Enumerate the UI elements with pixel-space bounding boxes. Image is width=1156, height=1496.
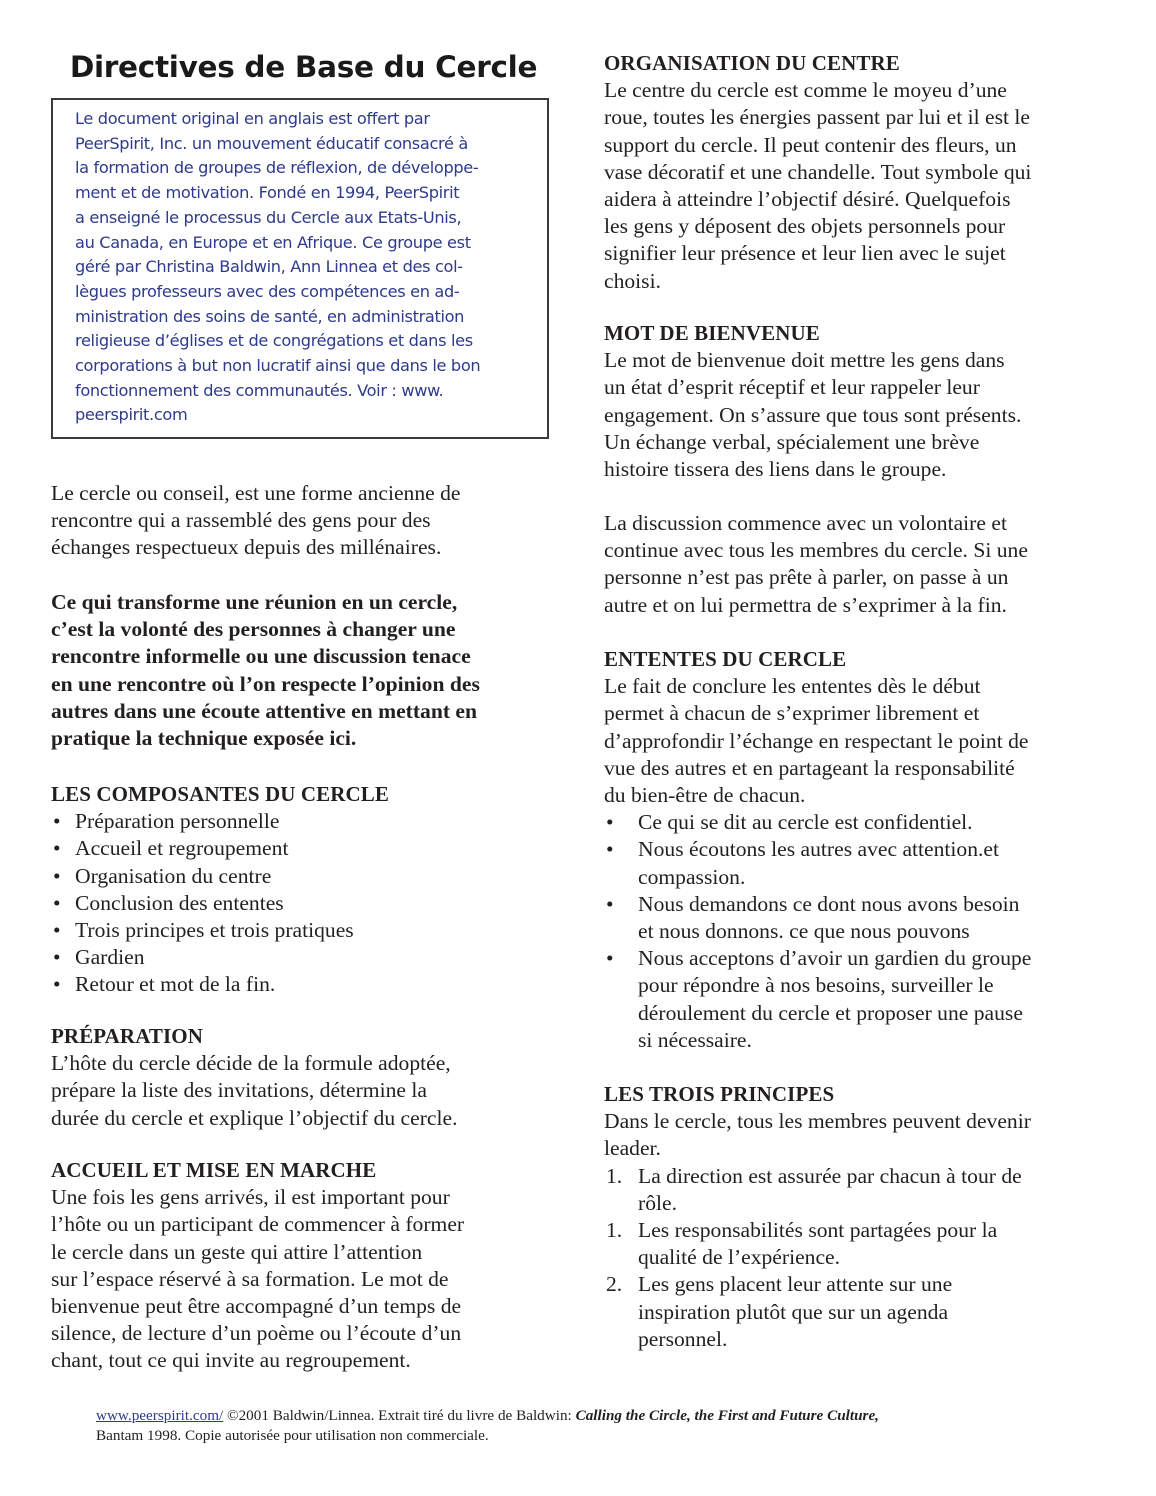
footer-credits: [96, 1406, 1076, 1446]
paragraph-line: Dans le cercle, tous les membres peuvent devenir: [604, 1109, 1031, 1134]
intro-line: Le cercle ou conseil, est une forme ancienne de: [51, 481, 461, 505]
bullet-icon: •: [53, 836, 61, 861]
info-line: ment et de motivation. Fondé en 1994, PeerSpirit: [75, 183, 460, 203]
discussion-paragraph: [604, 510, 1028, 619]
bullet-icon: •: [53, 809, 61, 834]
bold-intro-line: pratique la technique exposée ici.: [51, 726, 357, 751]
list-item-text: Conclusion des ententes: [75, 890, 284, 915]
list-item-text: pour répondre à nos besoins, surveiller le: [638, 973, 994, 998]
bold-intro-line: rencontre informelle ou une discussion tenace: [51, 644, 471, 669]
paragraph-line: histoire tissera des liens dans le groupe.: [604, 457, 947, 482]
info-line: corporations à but non lucratif ainsi que dans le bon: [75, 356, 481, 376]
info-line: au Canada, en Europe et en Afrique. Ce groupe est: [75, 232, 471, 252]
info-line: géré par Christina Baldwin, Ann Linnea et des col-: [75, 257, 463, 277]
bold-intro-paragraph: [51, 589, 480, 752]
paragraph-line: roue, toutes les énergies passent par lui et il est le: [604, 105, 1030, 130]
principes-list: [604, 1163, 1031, 1353]
paragraph-line: un état d’esprit réceptif et leur rappeler leur: [604, 375, 980, 400]
list-item-text: Trois principes et trois pratiques: [75, 918, 354, 943]
list-item-text: si nécessaire.: [638, 1027, 752, 1052]
list-item: [51, 835, 389, 862]
paragraph-line: Un échange verbal, spécialement une brève: [604, 429, 980, 454]
list-item-text: Organisation du centre: [75, 863, 272, 888]
list-item-text: Nous acceptons d’avoir un gardien du groupe: [638, 946, 1032, 971]
paragraph-line: L’hôte du cercle décide de la formule adoptée,: [51, 1051, 451, 1076]
section-composantes: [51, 781, 389, 999]
list-item-text: rôle.: [638, 1190, 677, 1215]
list-item: [51, 917, 389, 944]
section-bienvenue: [604, 320, 1021, 483]
bullet-icon: •: [53, 972, 61, 997]
section-heading: LES TROIS PRINCIPES: [604, 1082, 835, 1106]
paragraph-line: signifier leur présence et leur lien avec le sujet: [604, 241, 1006, 266]
paragraph-line: les gens y déposent des objets personnels pour: [604, 214, 1006, 239]
bullet-icon: •: [606, 810, 614, 835]
bullet-icon: •: [606, 837, 614, 862]
section-heading: MOT DE BIENVENUE: [604, 321, 820, 345]
paragraph-line: sur l’espace réservé à sa formation. Le mot de: [51, 1266, 449, 1291]
paragraph-line: autre et on lui permettra de s’exprimer à la fin.: [604, 592, 1007, 617]
info-line: la formation de groupes de réflexion, de développe-: [75, 158, 479, 178]
list-item-text: Retour et mot de la fin.: [75, 972, 276, 997]
composantes-list: [51, 808, 389, 998]
bold-intro-line: Ce qui transforme une réunion en un cercle,: [51, 590, 458, 614]
info-line: religieuse d’églises et de congrégations et dans les: [75, 331, 473, 351]
section-accueil: [51, 1157, 464, 1375]
paragraph-line: bienvenue peut être accompagné d’un temps de: [51, 1294, 462, 1319]
intro-line: échanges respectueux depuis des millénaires.: [51, 535, 442, 560]
list-item-text: Nous écoutons les autres avec attention.et: [638, 837, 999, 862]
paragraph-line: le cercle dans un geste qui attire l’attention: [51, 1239, 423, 1264]
book-title: Calling the Circle, the First and Future Culture,: [575, 1407, 879, 1424]
section-ententes: [604, 646, 1031, 1054]
paragraph-line: durée du cercle et explique l’objectif du cercle.: [51, 1105, 458, 1130]
list-item-text: Les gens placent leur attente sur une: [638, 1272, 953, 1297]
list-item: [604, 836, 1031, 890]
list-item-text: et nous donnons. ce que nous pouvons: [638, 919, 970, 944]
list-item-text: Nous demandons ce dont nous avons besoin: [638, 891, 1020, 916]
paragraph-line: vase décoratif et une chandelle. Tout symbole qui: [604, 159, 1032, 184]
list-item-text: Accueil et regroupement: [75, 836, 289, 861]
info-line: lègues professeurs avec des compétences en ad-: [75, 281, 460, 301]
list-item: [604, 809, 1031, 836]
list-item: [604, 891, 1031, 945]
section-organisation: [604, 50, 1031, 295]
list-item-text: inspiration plutôt que sur un agenda: [638, 1299, 949, 1324]
info-line: ministration des soins de santé, en administration: [75, 306, 465, 326]
paragraph-line: Le centre du cercle est comme le moyeu d’une: [604, 78, 1007, 103]
section-heading: LES COMPOSANTES DU CERCLE: [51, 782, 389, 806]
peerspirit-link[interactable]: www.peerspirit.com/: [96, 1407, 224, 1424]
paragraph-line: La discussion commence avec un volontaire et: [604, 511, 1007, 535]
ententes-list: [604, 809, 1031, 1054]
paragraph-line: du bien-être de chacun.: [604, 783, 806, 808]
section-heading: ORGANISATION DU CENTRE: [604, 51, 900, 75]
list-item-text: qualité de l’expérience.: [638, 1245, 841, 1270]
list-item: [604, 1271, 1031, 1353]
list-item-text: Les responsabilités sont partagées pour la: [638, 1218, 998, 1243]
section-preparation: [51, 1023, 457, 1132]
paragraph-line: chant, tout ce qui invite au regroupement.: [51, 1348, 411, 1373]
list-item-text: personnel.: [638, 1326, 728, 1351]
bold-intro-line: autres dans une écoute attentive en mettant en: [51, 698, 478, 723]
paragraph-line: support du cercle. Il peut contenir des fleurs, un: [604, 132, 1017, 157]
list-item-text: déroulement du cercle et proposer une pause: [638, 1000, 1023, 1025]
paragraph-line: personne n’est pas prête à parler, on passe à un: [604, 565, 1009, 590]
info-box: [51, 98, 549, 439]
bullet-icon: •: [53, 863, 61, 888]
list-item: [51, 890, 389, 917]
footer-line-2: Bantam 1998. Copie autorisée pour utilisation non commerciale.: [96, 1427, 489, 1444]
section-heading: PRÉPARATION: [51, 1024, 203, 1048]
bullet-icon: •: [606, 891, 614, 916]
paragraph-line: leader.: [604, 1136, 661, 1161]
info-line: a enseigné le processus du Cercle aux Etats-Unis,: [75, 207, 462, 227]
list-item: [51, 944, 389, 971]
info-line: fonctionnement des communautés. Voir : www.: [75, 380, 444, 400]
footer-line-1: [96, 1406, 1076, 1426]
list-item-text: compassion.: [638, 864, 746, 889]
paragraph-line: silence, de lecture d’un poème ou l’écoute d’un: [51, 1321, 462, 1346]
page-title: Directives de Base du Cercle: [69, 50, 538, 84]
list-item: [604, 1163, 1031, 1217]
list-item-text: Ce qui se dit au cercle est confidentiel.: [638, 810, 973, 835]
section-heading: ACCUEIL ET MISE EN MARCHE: [51, 1158, 377, 1182]
list-item-text: Préparation personnelle: [75, 809, 280, 834]
paragraph-line: aidera à atteindre l’objectif désiré. Quelquefois: [604, 187, 1011, 212]
list-number: 2.: [606, 1272, 623, 1297]
intro-line: rencontre qui a rassemblé des gens pour des: [51, 508, 431, 533]
section-principes: [604, 1081, 1031, 1353]
bullet-icon: •: [53, 918, 61, 943]
section-heading: ENTENTES DU CERCLE: [604, 647, 847, 671]
paragraph-line: vue des autres et en partageant la responsabilité: [604, 755, 1015, 780]
paragraph-line: Une fois les gens arrivés, il est important pour: [51, 1185, 450, 1210]
bullet-icon: •: [53, 890, 61, 915]
paragraph-line: choisi.: [604, 268, 661, 293]
list-number: 1.: [606, 1218, 623, 1243]
list-item: [604, 1217, 1031, 1271]
info-line: peerspirit.com: [75, 405, 188, 425]
list-item-text: La direction est assurée par chacun à tour de: [638, 1163, 1022, 1188]
list-item: [51, 808, 389, 835]
paragraph-line: continue avec tous les membres du cercle. Si une: [604, 538, 1028, 563]
list-item-text: Gardien: [75, 945, 145, 970]
left-column: [51, 48, 556, 1373]
bullet-icon: •: [53, 945, 61, 970]
info-line: PeerSpirit, Inc. un mouvement éducatif consacré à: [75, 133, 468, 153]
list-item: [51, 971, 389, 998]
bullet-icon: •: [606, 946, 614, 971]
intro-paragraph: [51, 480, 460, 562]
paragraph-line: engagement. On s’assure que tous sont présents.: [604, 402, 1022, 427]
info-line: Le document original en anglais est offert par: [75, 109, 430, 128]
list-number: 1.: [606, 1163, 623, 1188]
list-item: [604, 945, 1031, 1054]
bold-intro-line: en une rencontre où l’on respecte l’opinion des: [51, 671, 480, 696]
paragraph-line: d’approfondir l’échange en respectant le point de: [604, 728, 1029, 753]
list-item: [51, 863, 389, 890]
paragraph-line: l’hôte ou un participant de commencer à former: [51, 1212, 465, 1237]
paragraph-line: Le mot de bienvenue doit mettre les gens dans: [604, 348, 1005, 373]
bold-intro-line: c’est la volonté des personnes à changer une: [51, 617, 456, 642]
paragraph-line: Le fait de conclure les ententes dès le début: [604, 674, 981, 699]
footer-copyright: ©2001 Baldwin/Linnea. Extrait tiré du livre de Baldwin:: [223, 1407, 576, 1424]
paragraph-line: permet à chacun de s’exprimer librement et: [604, 701, 980, 726]
paragraph-line: prépare la liste des invitations, détermine la: [51, 1078, 427, 1103]
